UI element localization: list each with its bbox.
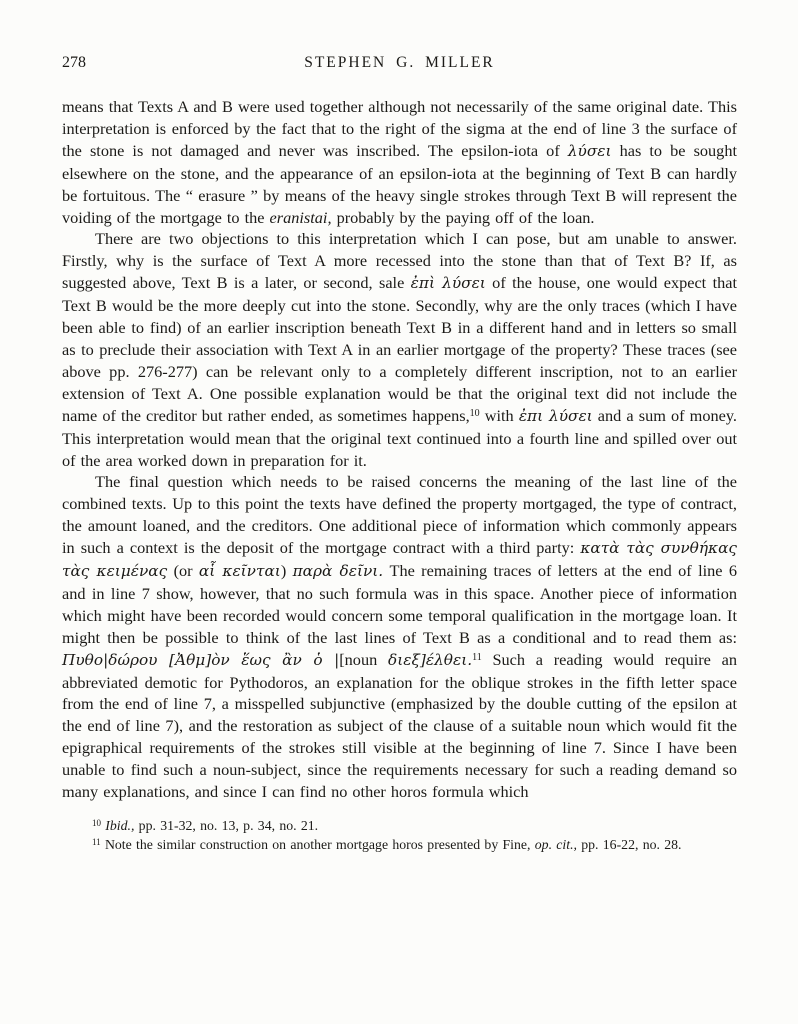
footnote-marker: 10 bbox=[92, 818, 101, 828]
text-segment: Note the similar construction on another mortgage horos presented by Fine, bbox=[100, 837, 535, 852]
greek-text: διεξ]έλθει. bbox=[388, 650, 473, 669]
body-text bbox=[62, 96, 737, 803]
text-segment: [noun bbox=[339, 649, 388, 669]
text-segment: op. cit., bbox=[534, 837, 577, 852]
text-segment: pp. 16-22, no. 28. bbox=[576, 837, 682, 852]
text-segment: ) bbox=[280, 561, 293, 581]
text-segment: probably by the paying off of the loan. bbox=[331, 207, 595, 227]
page-number: 278 bbox=[62, 54, 86, 71]
running-head bbox=[62, 54, 737, 74]
paragraph-3 bbox=[62, 471, 737, 803]
greek-text: Πυθο|δώρου [Ἀθμ]ὸν ἕως ἂν ὁ | bbox=[62, 650, 340, 669]
footnote-marker: 10 bbox=[469, 407, 480, 419]
text-segment: The remaining traces of letters at the end of line 6 and in line 7 show, however, that no such formula was in this space. Another piece of information which might have been recorded would concern some temporal qualification in the mortgage loan. It might then be possible to think of the last lines of Text B as a conditional and to read them as: bbox=[62, 561, 737, 647]
paragraph-2 bbox=[62, 228, 737, 471]
greek-text: ἐπὶ λύσει bbox=[410, 274, 486, 293]
footnotes-section bbox=[62, 816, 737, 854]
text-segment: (or bbox=[167, 561, 199, 581]
paragraph-1 bbox=[62, 96, 737, 228]
footnote-11 bbox=[62, 835, 737, 854]
text-segment: of the house, one would expect that Text B would be the more deeply cut into the stone. Secondly, why are the only traces (which I have been able to find) of an earlier inscription beneath Text B in a different hand and in letters so small as to preclude their association with Text A in an earlier mortgage of the property? These traces (see above pp. 276-277) can be relevant only to a completely different inscription, not to an earlier extension of Text A. One possible explanation would be that the original text did not include the name of the creditor but rather ended, as sometimes happens, bbox=[62, 273, 737, 425]
greek-text: λύσει bbox=[567, 141, 612, 160]
footnote-marker: 11 bbox=[92, 837, 101, 847]
text-segment: There are two objections to this interpretation which I can pose, but am unable to answer. Firstly, why is the surface of Text A more recessed into the stone than that of Text B? If, as suggested above, Text B is a later, or second, sale bbox=[62, 229, 737, 293]
text-segment: The final question which needs to be raised concerns the meaning of the last line of the combined texts. Up to this point the texts have defined the property mortgaged, the type of contract, the amount loaned, and the creditors. One additional piece of information which commonly appears in such a context is the deposit of the mortgage contract with a third party: bbox=[62, 472, 737, 558]
text-segment: pp. 31-32, no. 13, p. 34, no. 21. bbox=[134, 818, 319, 833]
text-segment: with bbox=[479, 405, 519, 425]
footnote-10 bbox=[62, 816, 737, 835]
text-segment: has to be sought elsewhere on the stone, and the appearance of an epsilon-iota at the beginning of Text B can hardly be fortuitous. The “ erasure ” by means of the heavy single strokes through Text B will represent the voiding of the mortgage to the bbox=[62, 140, 737, 227]
text-segment: and a sum of money. This interpretation would mean that the original text continued into a fourth line and spilled over out of the area worked down in preparation for it. bbox=[62, 405, 738, 470]
text-segment: Such a reading would require an abbreviated demotic for Pythodoros, an explanation for the oblique strokes in the fifth letter space from the end of line 7, a misspelled subjunctive (emphasized by the double cutting of the epsilon at the end of line 7), and the restoration as subject of the clause of a suitable noun which would fit the epigraphical requirements of the strokes still visible at the beginning of line 7. Since I have been unable to find such a noun-subject, since the requirements necessary for such a reading demand so many explanations, and since I can find no other horos formula which bbox=[62, 649, 737, 802]
text-segment: Ibid., bbox=[105, 818, 135, 833]
greek-text: κατὰ τὰς συνθήκας τὰς κειμένας bbox=[62, 539, 737, 581]
running-title: STEPHEN G. MILLER bbox=[304, 54, 495, 71]
footnote-marker: 11 bbox=[472, 651, 482, 663]
greek-text: αἷ κεῖνται bbox=[198, 562, 281, 581]
text-segment: means that Texts A and B were used together although not necessarily of the same original date. This interpretation is enforced by the fact that to the right of the sigma at the end of line 3 the surface of the stone is not damaged and never was inscribed. The epsilon-iota of bbox=[62, 97, 737, 160]
greek-text: παρὰ δεῖνι. bbox=[292, 562, 384, 581]
text-segment: eranistai, bbox=[269, 207, 332, 227]
greek-text: ἐπι λύσει bbox=[518, 406, 593, 425]
